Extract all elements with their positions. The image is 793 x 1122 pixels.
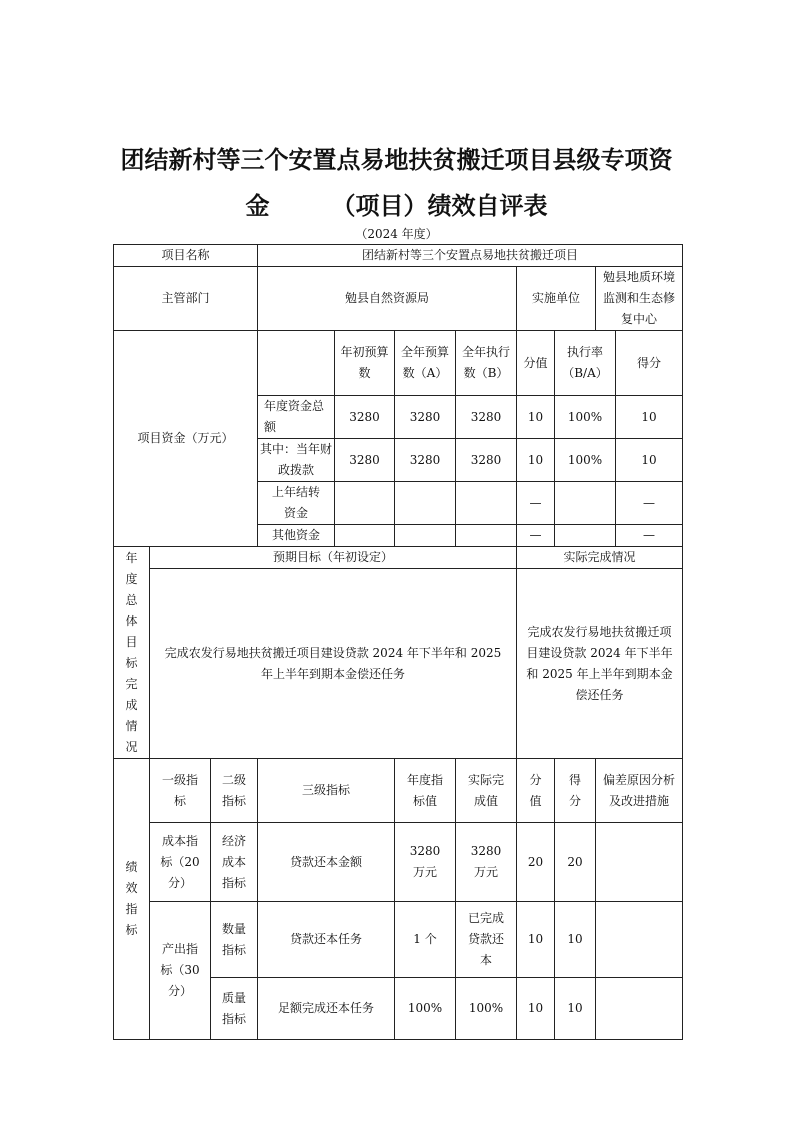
- evaluation-table: [113, 244, 682, 1040]
- indicator-deviation: [596, 823, 683, 902]
- funds-cell-score: 10: [616, 396, 683, 439]
- indicator-score-value: 10: [517, 978, 555, 1040]
- funds-cell-rate: 100%: [555, 396, 616, 439]
- funds-cell-score: 10: [616, 439, 683, 482]
- document-title-line1: 团结新村等三个安置点易地扶贫搬迁项目县级专项资: [120, 145, 673, 174]
- indicator-level3: 贷款还本金额: [258, 823, 395, 902]
- indicator-level2: 质量指标: [211, 978, 258, 1040]
- funds-cell-initial: 3280: [335, 439, 395, 482]
- indicator-level3: 足额完成还本任务: [258, 978, 395, 1040]
- funds-cell-initial: [335, 482, 395, 525]
- funds-cell-full: 3280: [395, 439, 456, 482]
- document-title-line2: [100, 186, 693, 221]
- funds-cell-exec: [456, 482, 517, 525]
- goals-actual-header: 实际完成情况: [517, 547, 683, 569]
- funds-row-label: 其中：当年财政拨款: [258, 439, 335, 482]
- goals-expected-header: 预期目标（年初设定）: [150, 547, 517, 569]
- indicator-deviation: [596, 902, 683, 978]
- document-title-line2-start: 金: [245, 191, 270, 220]
- indicator-level3: 贷款还本任务: [258, 902, 395, 978]
- indicators-header-score-value: 分值: [517, 759, 555, 823]
- indicator-score: 10: [555, 978, 596, 1040]
- funds-row-label: 其他资金: [258, 525, 335, 547]
- goals-actual-text: 完成农发行易地扶贫搬迁项目建设贷款 2024 年下半年和 2025 年上半年到期本金偿还任务: [517, 569, 683, 759]
- project-name-label: 项目名称: [114, 245, 258, 267]
- indicators-header-deviation: 偏差原因分析及改进措施: [596, 759, 683, 823]
- funds-cell-score-value: —: [517, 482, 555, 525]
- funds-header-rate: 执行率（B/A）: [555, 331, 616, 396]
- indicator-annual-target: 100%: [395, 978, 456, 1040]
- indicator-score: 20: [555, 823, 596, 902]
- project-name-row: [114, 245, 683, 267]
- goals-section-label: 年度总体目标完成情况: [114, 547, 150, 759]
- goals-expected-text: 完成农发行易地扶贫搬迁项目建设贷款 2024 年下半年和 2025 年上半年到期本金偿还任务: [150, 569, 517, 759]
- funds-header-full: 全年预算数（A）: [395, 331, 456, 396]
- funds-row-label: 上年结转资金: [258, 482, 335, 525]
- indicators-header-level3: 三级指标: [258, 759, 395, 823]
- funds-cell-score-value: —: [517, 525, 555, 547]
- indicator-deviation: [596, 978, 683, 1040]
- indicator-level2: 经济成本指标: [211, 823, 258, 902]
- indicators-header-annual-target: 年度指标值: [395, 759, 456, 823]
- funds-cell-exec: [456, 525, 517, 547]
- indicator-annual-target: 1 个: [395, 902, 456, 978]
- funds-row-label: 年度资金总额: [258, 396, 335, 439]
- implementing-unit-label: 实施单位: [517, 267, 596, 331]
- funds-cell-rate: [555, 525, 616, 547]
- funds-section-label: 项目资金（万元）: [114, 331, 258, 547]
- goals-header-row: [114, 547, 683, 569]
- department-value: 勉县自然资源局: [258, 267, 517, 331]
- indicator-actual-value: 100%: [456, 978, 517, 1040]
- funds-cell-full: [395, 482, 456, 525]
- funds-cell-score: —: [616, 482, 683, 525]
- indicator-level2: 数量指标: [211, 902, 258, 978]
- indicator-level1: 产出指标（30分）: [150, 902, 211, 1040]
- funds-header-blank: [258, 331, 335, 396]
- funds-cell-initial: 3280: [335, 396, 395, 439]
- department-row: [114, 267, 683, 331]
- funds-cell-score: —: [616, 525, 683, 547]
- goals-content-row: [114, 569, 683, 759]
- department-label: 主管部门: [114, 267, 258, 331]
- funds-cell-exec: 3280: [456, 396, 517, 439]
- project-name-value: 团结新村等三个安置点易地扶贫搬迁项目: [258, 245, 683, 267]
- funds-header-initial: 年初预算数: [335, 331, 395, 396]
- indicator-score-value: 20: [517, 823, 555, 902]
- funds-header-score-value: 分值: [517, 331, 555, 396]
- document-title-line2-end: （项目）绩效自评表: [331, 191, 548, 220]
- funds-header-score: 得分: [616, 331, 683, 396]
- indicators-header-score: 得分: [555, 759, 596, 823]
- funds-cell-exec: 3280: [456, 439, 517, 482]
- indicator-score-value: 10: [517, 902, 555, 978]
- implementing-unit-value: 勉县地质环境监测和生态修复中心: [596, 267, 683, 331]
- indicator-row: [114, 902, 683, 978]
- funds-cell-rate: [555, 482, 616, 525]
- indicators-header-level2: 二级指标: [211, 759, 258, 823]
- indicator-actual-value: 3280 万元: [456, 823, 517, 902]
- indicators-header-level1: 一级指标: [150, 759, 211, 823]
- indicator-annual-target: 3280 万元: [395, 823, 456, 902]
- funds-header-exec: 全年执行数（B）: [456, 331, 517, 396]
- indicator-level1: 成本指标（20分）: [150, 823, 211, 902]
- funds-cell-score-value: 10: [517, 396, 555, 439]
- funds-cell-full: [395, 525, 456, 547]
- funds-cell-rate: 100%: [555, 439, 616, 482]
- indicator-actual-value: 已完成贷款还本: [456, 902, 517, 978]
- indicator-score: 10: [555, 902, 596, 978]
- funds-cell-initial: [335, 525, 395, 547]
- indicators-header-actual-value: 实际完成值: [456, 759, 517, 823]
- indicators-header-row: [114, 759, 683, 823]
- indicators-section-label: 绩效指标: [114, 759, 150, 1040]
- funds-cell-score-value: 10: [517, 439, 555, 482]
- funds-cell-full: 3280: [395, 396, 456, 439]
- indicator-row: [114, 823, 683, 902]
- funds-header-row: [114, 331, 683, 396]
- fiscal-year: （2024 年度）: [355, 227, 438, 241]
